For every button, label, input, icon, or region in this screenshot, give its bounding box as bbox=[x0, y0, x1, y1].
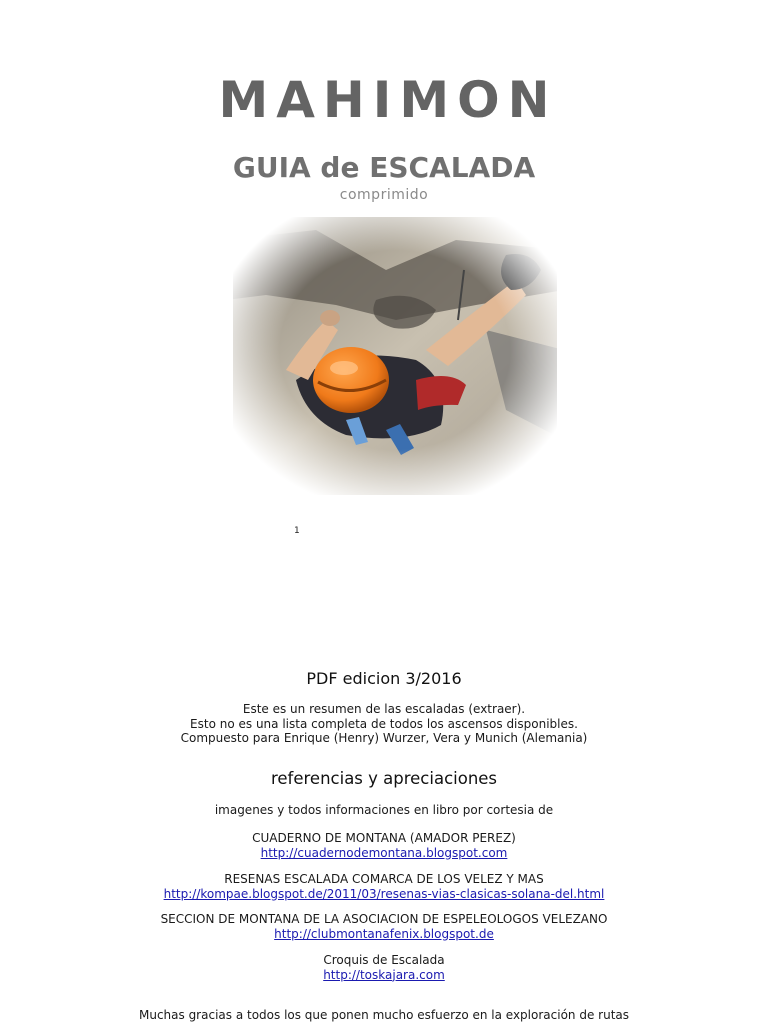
subtitle-note: comprimido bbox=[339, 187, 429, 203]
edition-label: PDF edicion 3/2016 bbox=[306, 669, 462, 688]
edition-description bbox=[0, 702, 768, 746]
reference-item bbox=[0, 953, 768, 982]
references-heading: referencias y apreciaciones bbox=[270, 769, 498, 788]
reference-name: Croquis de Escalada bbox=[323, 953, 445, 967]
document-subtitle: GUIA de ESCALADA bbox=[232, 151, 536, 184]
reference-item bbox=[0, 831, 768, 860]
reference-item bbox=[0, 872, 768, 901]
reference-item bbox=[0, 912, 768, 941]
edition-line: Compuesto para Enrique (Henry) Wurzer, Vera y Munich (Alemania) bbox=[180, 731, 588, 745]
climber-photo bbox=[226, 210, 564, 502]
footnote-mark: 1 bbox=[294, 526, 300, 536]
reference-link[interactable]: http://kompae.blogspot.de/2011/03/resenas-vias-clasicas-solana-del.html bbox=[163, 886, 605, 901]
thanks-text: Muchas gracias a todos los que ponen mucho esfuerzo en la exploración de rutas bbox=[138, 1008, 629, 1022]
references-intro: imagenes y todos informaciones en libro por cortesia de bbox=[214, 803, 554, 817]
reference-name: CUADERNO DE MONTANA (AMADOR PEREZ) bbox=[252, 831, 516, 845]
reference-name: SECCION DE MONTANA DE LA ASOCIACION DE ESPELEOLOGOS VELEZANO bbox=[160, 912, 608, 926]
reference-link[interactable]: http://cuadernodemontana.blogspot.com bbox=[260, 845, 508, 860]
reference-link[interactable]: http://clubmontanafenix.blogspot.de bbox=[274, 926, 494, 941]
reference-link[interactable]: http://toskajara.com bbox=[323, 967, 445, 982]
document-title: MAHIMON bbox=[218, 71, 558, 129]
reference-name: RESENAS ESCALADA COMARCA DE LOS VELEZ Y MAS bbox=[224, 872, 544, 886]
edition-line: Esto no es una lista completa de todos los ascensos disponibles. bbox=[190, 716, 578, 731]
edition-line: Este es un resumen de las escaladas (extraer). bbox=[242, 702, 526, 716]
